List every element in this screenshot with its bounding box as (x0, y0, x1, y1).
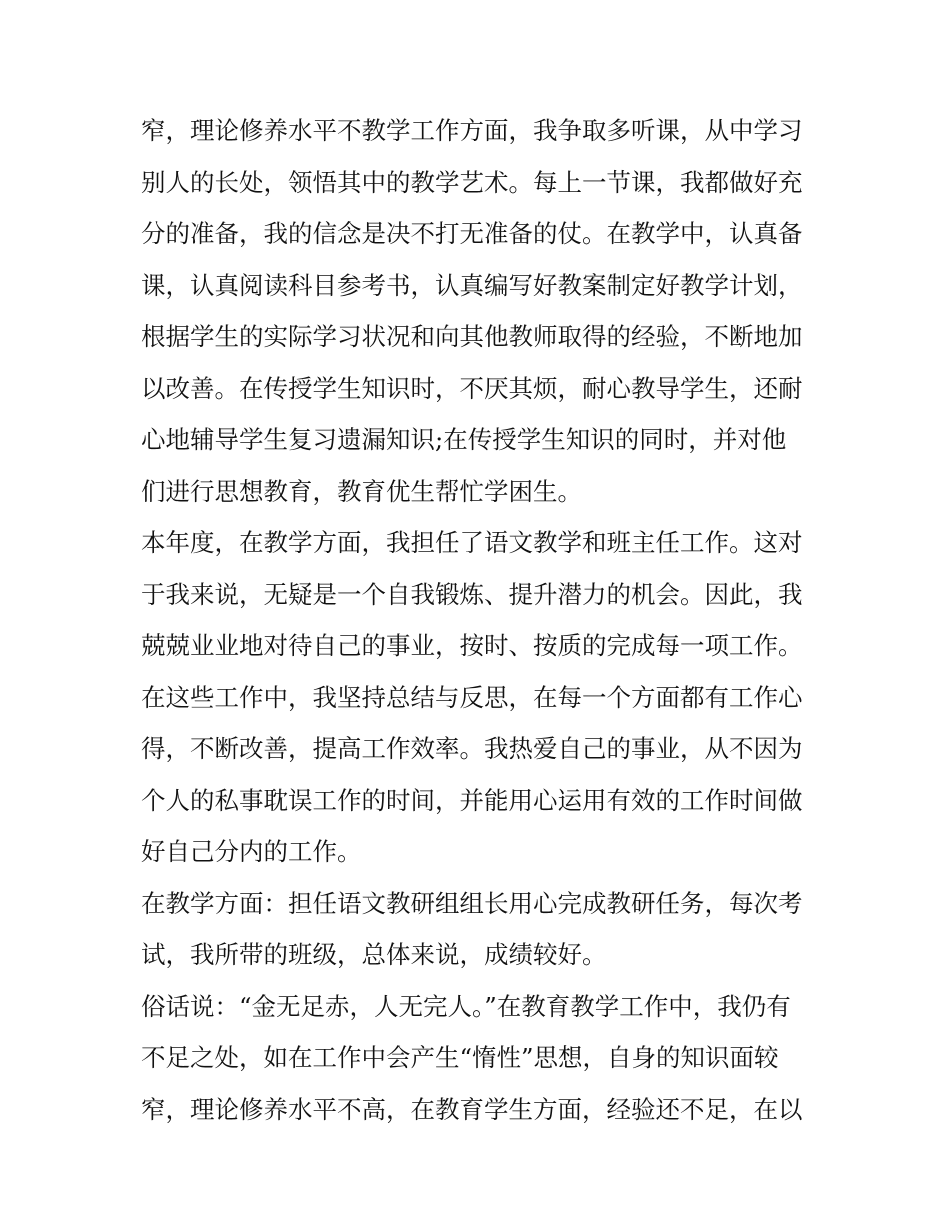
text-line: 课，认真阅读科目参考书，认真编写好教案制定好教学计划， (141, 270, 803, 300)
text-line: 兢兢业业地对待自己的事业，按时、按质的完成每一项工作。 (141, 631, 803, 660)
text-line: 于我来说，无疑是一个自我锻炼、提升潜力的机会。因此，我 (141, 579, 803, 609)
text-line: 窄，理论修养水平不教学工作方面，我争取多听课，从中学习 (141, 116, 803, 145)
text-line: 在这些工作中，我坚持总结与反思，在每一个方面都有工作心 (141, 682, 803, 712)
text-line: 分的准备，我的信念是决不打无准备的仗。在教学中，认真备 (141, 219, 803, 248)
text-line: 得，不断改善，提高工作效率。我热爱自己的事业，从不因为 (141, 734, 803, 763)
body-text (141, 110, 821, 1140)
text-line: 窄，理论修养水平不高，在教育学生方面，经验还不足，在以 (141, 1094, 803, 1124)
text-line: 个人的私事耽误工作的时间，并能用心运用有效的工作时间做 (141, 785, 803, 815)
text-line: 不足之处，如在工作中会产生“惰性”思想，自身的知识面较 (141, 1043, 779, 1072)
text-line: 们进行思想教育，教育优生帮忙学困生。 (141, 476, 582, 506)
text-line: 本年度，在教学方面，我担任了语文教学和班主任工作。这对 (141, 528, 803, 557)
text-line: 以改善。在传授学生知识时，不厌其烦，耐心教导学生，还耐 (141, 373, 803, 403)
text-line: 心地辅导学生复习遗漏知识;在传授学生知识的同时，并对他 (141, 425, 787, 454)
text-line: 好自己分内的工作。 (141, 837, 362, 866)
text-line: 别人的长处，领悟其中的教学艺术。每上一节课，我都做好充 (141, 167, 803, 197)
text-line: 试，我所带的班级，总体来说，成绩较好。 (141, 940, 607, 969)
text-line: 根据学生的实际学习状况和向其他教师取得的经验，不断地加 (141, 322, 803, 351)
text-line: 在教学方面：担任语文教研组组长用心完成教研任务，每次考 (141, 888, 803, 918)
text-line: 俗话说：“金无足赤，人无完人。”在教育教学工作中，我仍有 (141, 991, 791, 1021)
